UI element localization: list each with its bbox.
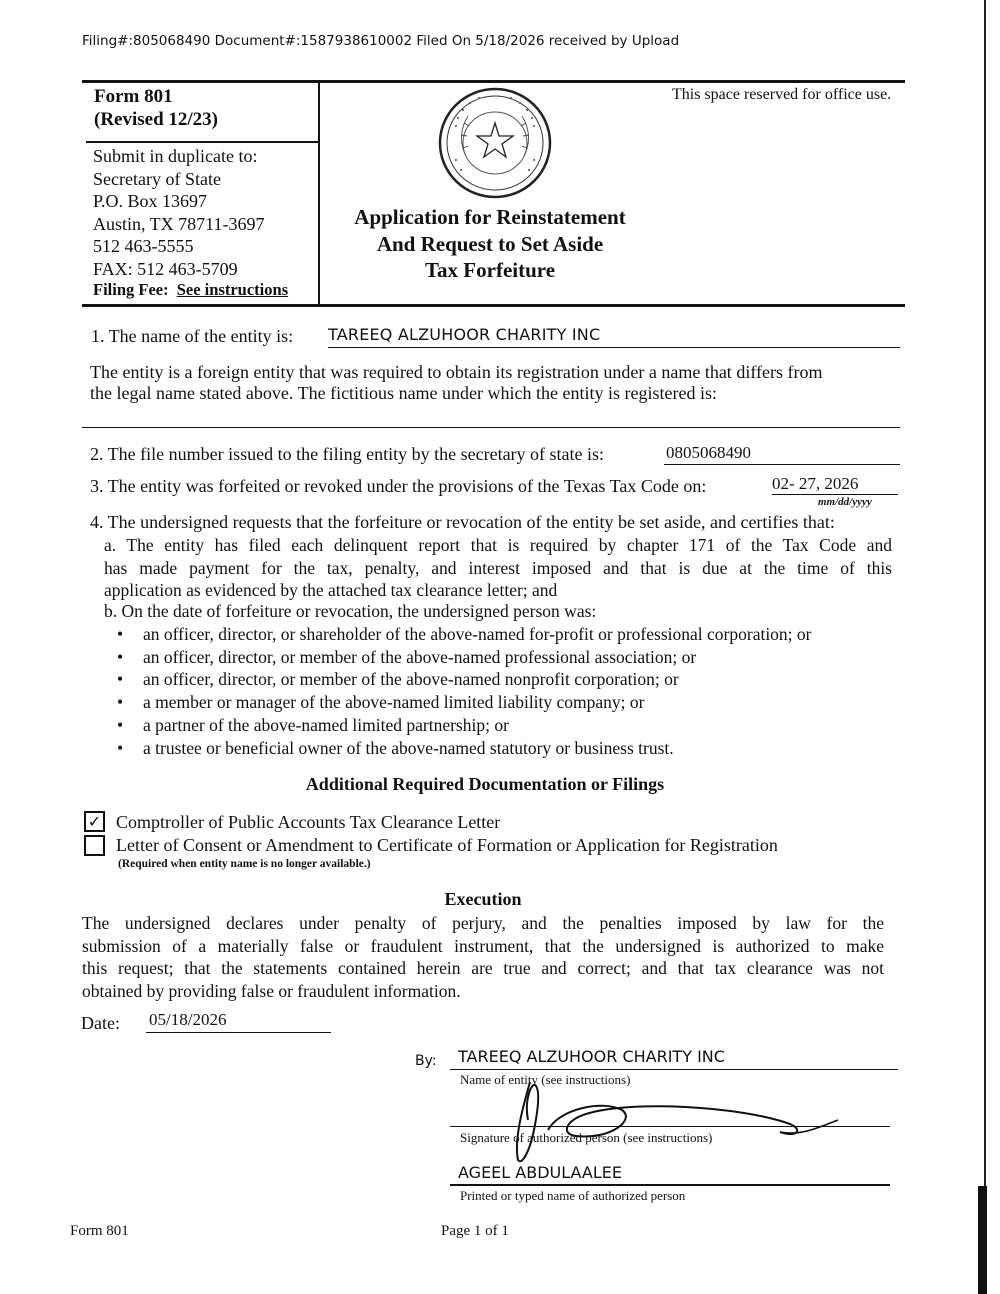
entity-name-field[interactable]: TAREEQ ALZUHOOR CHARITY INC	[328, 325, 900, 348]
capacity-text: a member or manager of the above-named limited liability company; or	[143, 692, 645, 712]
foreign-note-line: The entity is a foreign entity that was required to obtain its registration under a name that differs from	[90, 362, 823, 382]
capacity-text: a trustee or beneficial owner of the above-named statutory or business trust.	[143, 738, 674, 758]
filing-fee	[93, 280, 288, 300]
entity-name-caption: Name of entity (see instructions)	[460, 1072, 631, 1087]
by-label: By:	[415, 1053, 437, 1069]
execution-line: this request; that the statements contained herein are true and correct; and that tax clearance was not	[82, 958, 884, 978]
capacity-bullet: • a member or manager of the above-named limited liability company; or	[117, 692, 645, 712]
certification-b: b. On the date of forfeiture or revocation, the undersigned person was:	[104, 601, 597, 621]
filing-header: Filing#:805068490 Document#:1587938610002 Filed On 5/18/2026 received by Upload	[82, 33, 680, 49]
scan-edge-line	[984, 0, 986, 1294]
capacity-bullet: • an officer, director, or member of the above-named professional association; or	[117, 647, 697, 667]
filing-fee-instructions-link[interactable]: See instructions	[176, 280, 289, 299]
tax-clearance-checkbox[interactable]: ✓	[84, 811, 105, 832]
capacity-text: an officer, director, or member of the above-named professional association; or	[143, 647, 697, 667]
consent-note: (Required when entity name is no longer available.)	[118, 858, 371, 870]
documentation-heading: Additional Required Documentation or Filings	[305, 774, 665, 794]
execution-line: obtained by providing false or fraudulent information.	[82, 980, 461, 1001]
printed-name-caption: Printed or typed name of authorized person	[460, 1188, 686, 1203]
capacity-bullet: • a trustee or beneficial owner of the above-named statutory or business trust.	[117, 738, 674, 758]
certification-a	[104, 534, 892, 602]
submit-address	[93, 145, 265, 280]
scan-edge-bar	[978, 1186, 987, 1294]
title-line: And Request to Set Aside	[376, 231, 604, 256]
submit-line: Austin, TX 78711-3697	[93, 213, 265, 234]
letter-of-consent-label: Letter of Consent or Amendment to Certificate of Formation or Application for Registration	[116, 835, 778, 855]
entity-name-label: 1. The name of the entity is:	[91, 326, 294, 346]
form-box-rule	[86, 141, 318, 143]
submit-line: FAX: 512 463-5709	[93, 258, 238, 279]
entity-name-signature-field[interactable]: TAREEQ ALZUHOOR CHARITY INC	[450, 1047, 898, 1070]
file-number-field[interactable]: 0805068490	[664, 443, 900, 465]
date-label: Date:	[81, 1013, 120, 1033]
capacity-bullet: • an officer, director, or member of the above-named nonprofit corporation; or	[117, 669, 679, 689]
filing-fee-label: Filing Fee:	[93, 280, 169, 299]
header-top-rule	[82, 80, 905, 83]
forfeiture-date-label: 3. The entity was forfeited or revoked under the provisions of the Texas Tax Code on:	[90, 476, 707, 496]
execution-line: The undersigned declares under penalty of perjury, and the penalties imposed by law for the	[82, 913, 884, 933]
execution-line: submission of a materially false or fraudulent instrument, that the undersigned is authorized to make	[82, 935, 884, 956]
footer-form-number: Form 801	[70, 1223, 129, 1239]
fictitious-name-field[interactable]	[82, 408, 900, 428]
date-field[interactable]: 05/18/2026	[146, 1010, 331, 1033]
certification-intro: 4. The undersigned requests that the forfeiture or revocation of the entity be set aside, and certifies that:	[90, 512, 835, 532]
file-number-label: 2. The file number issued to the filing entity by the secretary of state is:	[90, 444, 605, 464]
title-line: Tax Forfeiture	[424, 258, 556, 282]
office-use-note: This space reserved for office use.	[672, 86, 892, 103]
foreign-entity-note	[90, 362, 900, 404]
tax-clearance-label: Comptroller of Public Accounts Tax Clearance Letter	[116, 812, 501, 832]
printed-name-value[interactable]: AGEEL ABDULAALEE	[458, 1163, 622, 1182]
form-number: Form 801	[94, 86, 173, 107]
printed-name-rule	[450, 1184, 890, 1186]
capacity-text: an officer, director, or member of the above-named nonprofit corporation; or	[143, 669, 679, 689]
certification-a-line: a. The entity has filed each delinquent report that is required by chapter 171 of the Tax Code and	[104, 535, 892, 555]
texas-state-seal	[436, 86, 554, 200]
letter-of-consent-checkbox[interactable]	[84, 835, 105, 856]
signature-caption: Signature of authorized person (see instructions)	[460, 1130, 713, 1145]
header-bottom-rule	[82, 304, 905, 307]
execution-statement	[82, 912, 884, 1002]
capacity-bullet: • an officer, director, or shareholder of the above-named for-profit or professional corporation; or	[117, 624, 812, 644]
form-revised: (Revised 12/23)	[94, 109, 219, 130]
handwritten-signature	[500, 1070, 850, 1170]
submit-line: Secretary of State	[93, 168, 221, 189]
title-line: Application for Reinstatement	[354, 205, 626, 229]
submit-line: 512 463-5555	[93, 236, 194, 256]
execution-heading: Execution	[444, 889, 522, 909]
forfeiture-date-field[interactable]: 02- 27, 2026	[772, 474, 898, 495]
foreign-note-line: the legal name stated above. The fictitious name under which the entity is registered is:	[90, 383, 717, 403]
capacity-text: a partner of the above-named limited partnership; or	[143, 715, 509, 735]
certification-a-line: has made payment for the tax, penalty, and interest imposed and that is due at the time of this	[104, 557, 892, 578]
date-format-hint: mm/dd/yyyy	[818, 496, 872, 508]
capacity-text: an officer, director, or shareholder of the above-named for-profit or professional corporation; or	[143, 624, 812, 644]
capacity-bullet: • a partner of the above-named limited partnership; or	[117, 715, 509, 735]
submit-line: Submit in duplicate to:	[93, 146, 258, 166]
submit-line: P.O. Box 13697	[93, 191, 208, 211]
form-title	[320, 204, 660, 284]
page-number: Page 1 of 1	[441, 1223, 509, 1239]
certification-a-line: application as evidenced by the attached tax clearance letter; and	[104, 580, 558, 600]
